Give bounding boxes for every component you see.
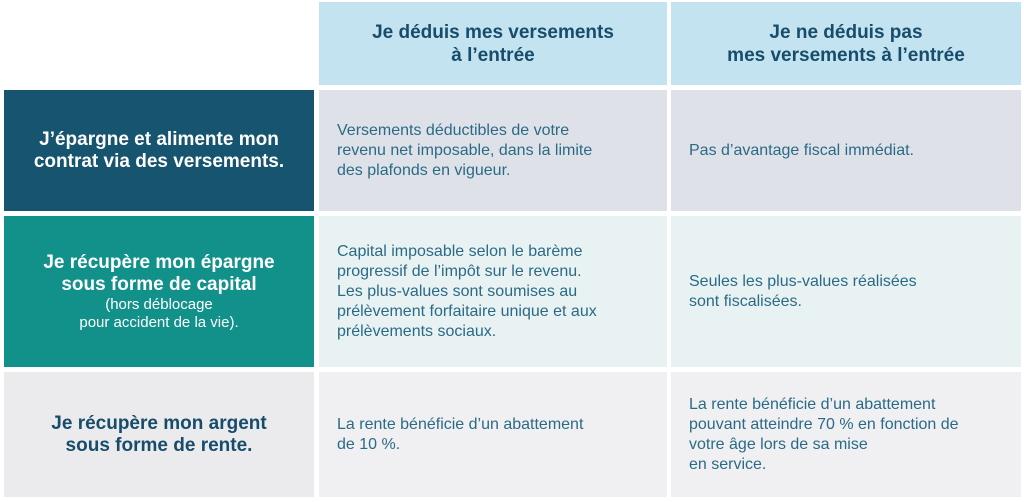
column-header-deduct-label: Je déduis mes versements à l’entrée — [372, 21, 614, 66]
cell-capital-no-deduct — [671, 216, 1021, 367]
row-header-capital-note: (hors déblocage pour accident de la vie). — [79, 295, 239, 331]
cell-savings-no-deduct-text: Pas d’avantage fiscal immédiat. — [689, 141, 914, 159]
row-header-annuity-label: Je récupère mon argent sous forme de rente. — [51, 412, 267, 456]
cell-annuity-no-deduct — [671, 372, 1021, 497]
row-header-savings-label: J’épargne et alimente mon contrat via des versements. — [33, 128, 285, 172]
cell-capital-deduct — [319, 216, 667, 367]
row-header-annuity — [4, 372, 314, 497]
cell-capital-deduct-text: Capital imposable selon le barème progressif de l’impôt sur le revenu. Les plus-values sont soumises au prélèvement forfaitaire unique et aux prélèvements sociaux. — [337, 242, 597, 340]
cell-savings-deduct-text: Versements déductibles de votre revenu net imposable, dans la limite des plafonds en vigueur. — [337, 121, 593, 179]
column-header-no-deduct — [671, 2, 1021, 85]
row-header-savings — [4, 90, 314, 211]
cell-annuity-deduct — [319, 372, 667, 497]
cell-savings-no-deduct — [671, 90, 1021, 211]
cell-annuity-deduct-text: La rente bénéficie d’un abattement de 10 %. — [337, 415, 584, 453]
column-header-no-deduct-label: Je ne déduis pas mes versements à l’entrée — [727, 21, 965, 66]
cell-savings-deduct — [319, 90, 667, 211]
row-header-capital-label: Je récupère mon épargne sous forme de capital — [43, 251, 275, 295]
cell-capital-no-deduct-text: Seules les plus-values réalisées sont fiscalisées. — [689, 272, 917, 310]
column-header-deduct — [319, 2, 667, 85]
row-header-capital — [4, 216, 314, 367]
cell-annuity-no-deduct-text: La rente bénéficie d’un abattement pouvant atteindre 70 % en fonction de votre âge lors de sa mise en service. — [689, 395, 959, 473]
